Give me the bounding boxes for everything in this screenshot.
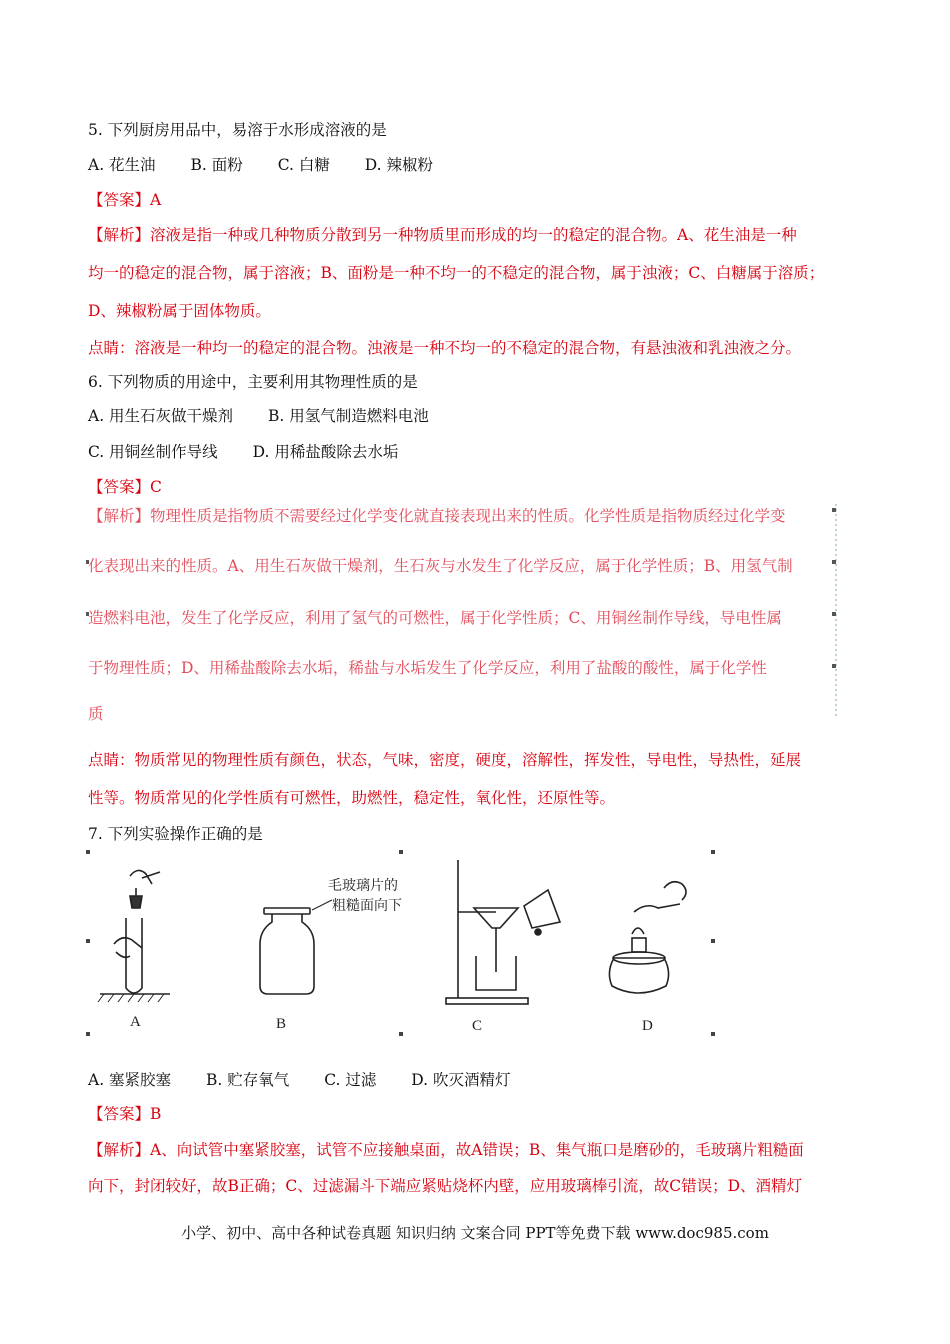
q5-option-a: A. 花生油 [88,156,156,174]
q7-answer: 【答案】B [88,1105,162,1123]
q5-options [88,153,463,175]
q7-options [88,1068,541,1090]
q7-analysis-line-2: 向下，封闭较好，故B正确；C、过滤漏斗下端应紧贴烧杯内壁，应用玻璃棒引流，故C错误；D、酒精灯 [88,1177,803,1195]
q5-answer: 【答案】A [88,191,162,209]
q5-tip: 点睛：溶液是一种均一的稳定的混合物。浊液是一种不均一的不稳定的混合物，有悬浊液和乳浊液之分。 [88,339,802,357]
q7-experiment-figure [86,848,718,1040]
figure-label-c: C [472,1018,483,1034]
q5-stem: 5. 下列厨房用品中，易溶于水形成溶液的是 [88,121,387,139]
q5-analysis-line-3: D、辣椒粉属于固体物质。 [88,302,271,320]
figure-b-note-line-2: 粗糙面向下 [332,899,402,914]
q6-analysis-line-3: 造燃料电池，发生了化学反应，利用了氢气的可燃性，属于化学性质；C、用铜丝制作导线，导电性属 [88,609,782,627]
q6-options-row-2 [88,440,428,462]
q7-option-a: A. 塞紧胶塞 [88,1071,172,1089]
q5-option-c: C. 白糖 [277,156,330,174]
q5-option-d: D. 辣椒粉 [364,156,434,174]
q6-analysis-line-2: 化表现出来的性质。A、用生石灰做干燥剂，生石灰与水发生了化学反应，属于化学性质；B、用氢气制 [88,557,793,575]
q6-option-b: B. 用氢气制造燃料电池 [268,407,429,425]
experiment-illustrations [86,848,718,1040]
q6-tip-line-2: 性等。物质常见的化学性质有可燃性，助燃性，稳定性，氧化性，还原性等。 [88,789,616,807]
figure-b-note-line-1: 毛玻璃片的 [328,879,398,894]
q7-option-c: C. 过滤 [324,1071,377,1089]
q6-option-d: D. 用稀盐酸除去水垢 [252,443,399,461]
figure-label-d: D [642,1018,653,1034]
q6-analysis-line-4: 于物理性质；D、用稀盐酸除去水垢，稀盐与水垢发生了化学反应，利用了盐酸的酸性，属于化学性 [88,659,767,677]
page-footer: 小学、初中、高中各种试卷真题 知识归纳 文案合同 PPT等免费下载 www.doc985.com [181,1224,769,1242]
q6-option-c: C. 用铜丝制作导线 [88,443,218,461]
q5-analysis-line-1: 【解析】溶液是指一种或几种物质分散到另一种物质里而形成的均一的稳定的混合物。A、花生油是一种 [88,226,797,244]
q7-analysis-line-1: 【解析】A、向试管中塞紧胶塞，试管不应接触桌面，故A错误；B、集气瓶口是磨砂的，毛玻璃片粗糙面 [88,1141,804,1159]
q6-answer: 【答案】C [88,478,162,496]
figure-label-b: B [276,1016,287,1032]
q6-tip-line-1: 点睛：物质常见的物理性质有颜色，状态，气味，密度，硬度，溶解性，挥发性，导电性，导热性，延展 [88,751,802,769]
q7-option-d: D. 吹灭酒精灯 [411,1071,511,1089]
q6-analysis-line-1: 【解析】物理性质是指物质不需要经过化学变化就直接表现出来的性质。化学性质是指物质经过化学变 [88,507,786,525]
q6-stem: 6. 下列物质的用途中，主要利用其物理性质的是 [88,373,418,391]
q6-option-a: A. 用生石灰做干燥剂 [88,407,234,425]
figure-c-filtration-icon [446,860,560,1004]
figure-a-test-tube-icon [98,870,170,1002]
figure-label-a: A [130,1014,141,1030]
q5-analysis-line-2: 均一的稳定的混合物，属于溶液；B、面粉是一种不均一的不稳定的混合物，属于浊液；C、白糖属于溶质； [88,264,825,282]
q6-options-row-1 [88,404,459,426]
q7-stem: 7. 下列实验操作正确的是 [88,825,263,843]
figure-d-alcohol-lamp-icon [609,882,686,993]
q7-option-b: B. 贮存氧气 [206,1071,290,1089]
q6-analysis-scanned-block [86,502,838,723]
q6-analysis-line-5: 质 [88,705,104,723]
q5-option-b: B. 面粉 [190,156,243,174]
figure-b-gas-bottle-icon [260,900,332,994]
